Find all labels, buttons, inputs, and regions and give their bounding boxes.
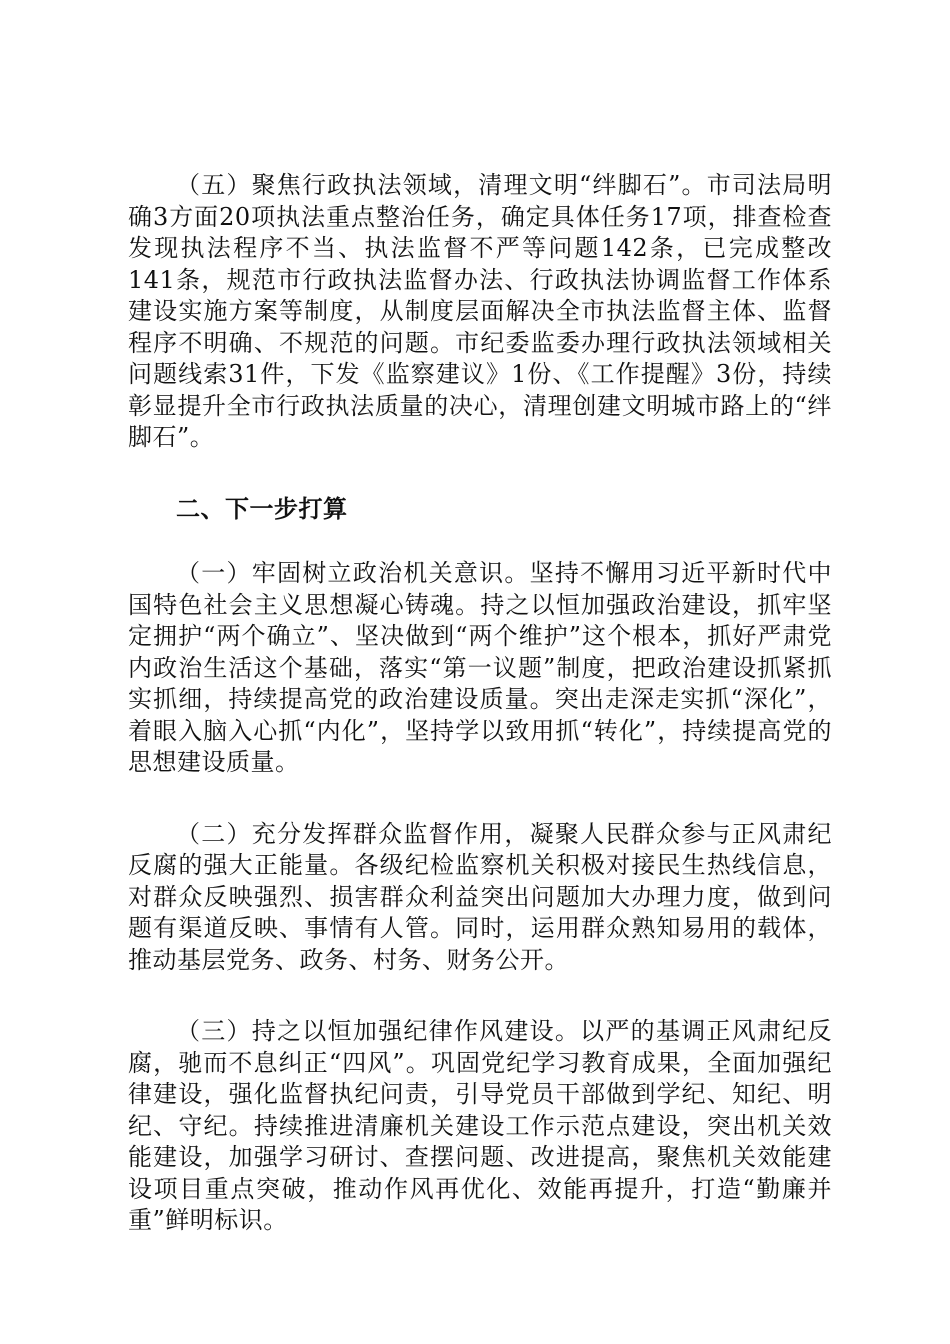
paragraph-next-step-two: （二）充分发挥群众监督作用，凝聚人民群众参与正风肃纪反腐的强大正能量。各级纪检监察机关积极对接民生热线信息，对群众反映强烈、损害群众利益突出问题加大办理力度，做到问题有渠道反映、事情有人管。同时，运用群众熟知易用的载体，推动基层党务、政务、村务、财务公开。 (128, 819, 832, 974)
document-page (128, 170, 832, 1237)
section-heading-next-steps: 二、下一步打算 (176, 494, 348, 523)
paragraph-next-step-one: （一）牢固树立政治机关意识。坚持不懈用习近平新时代中国特色社会主义思想凝心铸魂。持之以恒加强政治建设，抓牢坚定拥护“两个确立”、坚决做到“两个维护”这个根本，抓好严肃党内政治生活这个基础，落实“第一议题”制度，把政治建设抓紧抓实抓细，持续提高党的政治建设质量。突出走深走实抓“深化”，着眼入脑入心抓“内化”，坚持学以致用抓“转化”，持续提高党的思想建设质量。 (128, 559, 832, 776)
paragraph-next-step-three: （三）持之以恒加强纪律作风建设。以严的基调正风肃纪反腐，驰而不息纠正“四风”。巩固党纪学习教育成果，全面加强纪律建设，强化监督执纪问责，引导党员干部做到学纪、知纪、明纪、守纪。持续推进清廉机关建设工作示范点建设，突出机关效能建设，加强学习研讨、查摆问题、改进提高，聚焦机关效能建设项目重点突破，推动作风再优化、效能再提升，打造“勤廉并重”鲜明标识。 (128, 1017, 832, 1234)
paragraph-section-five: （五）聚焦行政执法领域，清理文明“绊脚石”。市司法局明确3方面20项执法重点整治任务，确定具体任务17项，排查检查发现执法程序不当、执法监督不严等问题142条，已完成整改141条，规范市行政执法监督办法、行政执法协调监督工作体系建设实施方案等制度，从制度层面解决全市执法监督主体、监督程序不明确、不规范的问题。市纪委监委办理行政执法领域相关问题线索31件，下发《监察建议》1份、《工作提醒》3份，持续彰显提升全市行政执法质量的决心，清理创建文明城市路上的“绊脚石”。 (128, 171, 832, 451)
